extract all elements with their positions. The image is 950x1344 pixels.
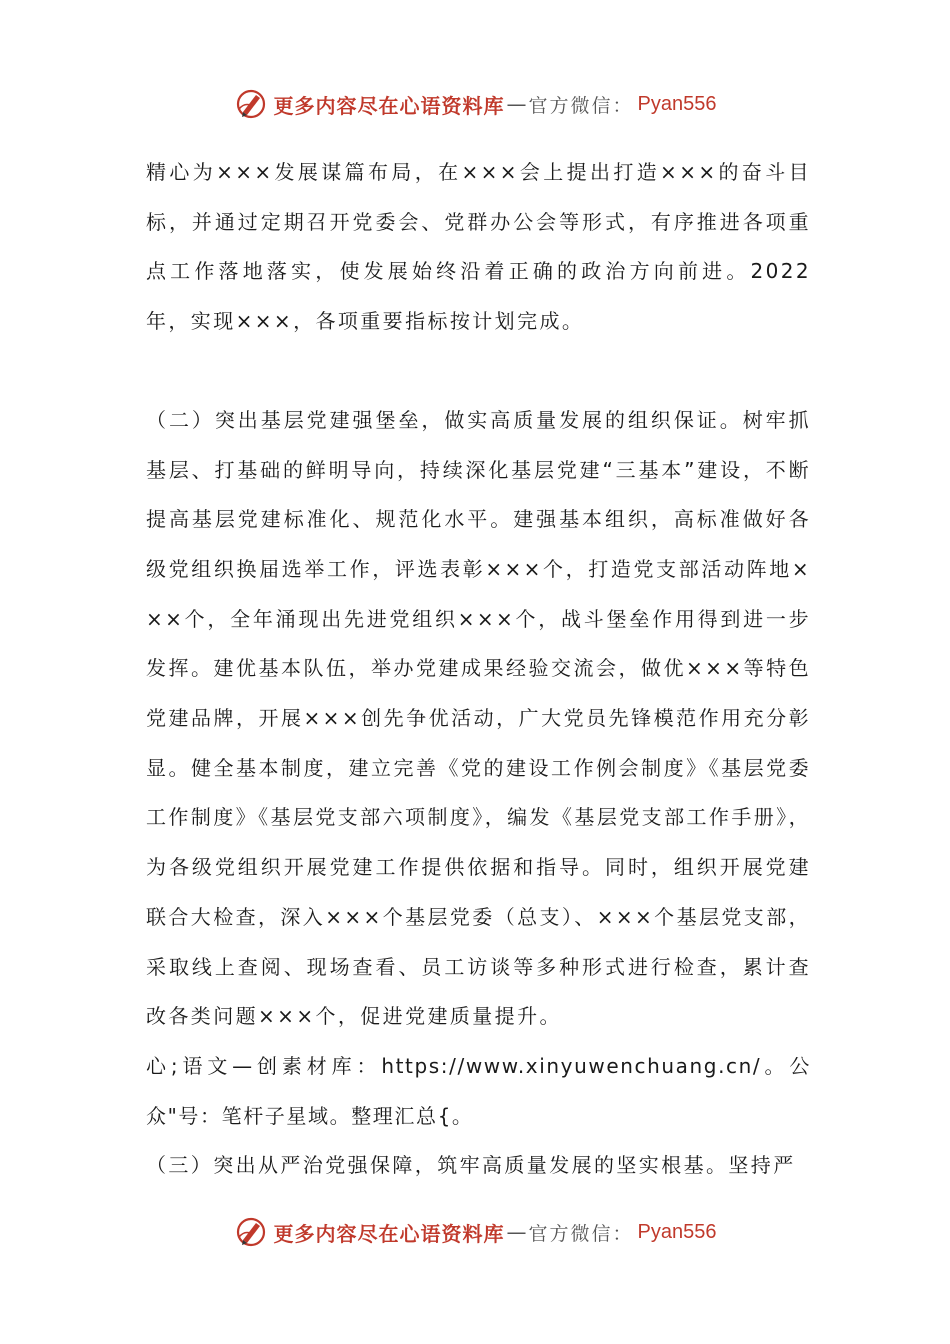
paragraph-4: （三）突出从严治党强保障，筑牢高质量发展的坚实根基。坚持严	[146, 1153, 796, 1178]
pen-logo-icon	[234, 87, 268, 121]
header-banner-text: 更多内容尽在心语资料库	[273, 93, 505, 118]
footer-banner	[0, 1212, 950, 1252]
document-body	[146, 148, 811, 1191]
footer-wechat-label: 官方微信：	[528, 1222, 634, 1245]
header-banner-separator: —	[506, 92, 527, 116]
pen-logo-icon	[234, 1215, 268, 1249]
footer-wechat-id: Pyan556	[637, 1220, 717, 1243]
paragraph-3: 心;语文—创素材库：https://www.xinyuwenchuang.cn/。公众"号：笔杆子星域。整理汇总{。	[146, 1053, 811, 1128]
footer-banner-separator: —	[506, 1220, 527, 1244]
header-wechat-id: Pyan556	[637, 92, 717, 115]
paragraph-2: （二）突出基层党建强堡垒，做实高质量发展的组织保证。树牢抓基层、打基础的鲜明导向，持续深化基层党建“三基本”建设，不断提高基层党建标准化、规范化水平。建强基本组织，高标准做好各级党组织换届选举工作，评选表彰×××个，打造党支部活动阵地×××个，全年涌现出先进党组织×××个，战斗堡垒作用得到进一步发挥。建优基本队伍，举办党建成果经验交流会，做优×××等特色党建品牌，开展×××创先争优活动，广大党员先锋模范作用充分彰显。健全基本制度，建立完善《党的建设工作例会制度》《基层党委工作制度》《基层党支部六项制度》，编发《基层党支部工作手册》，为各级党组织开展党建工作提供依据和指导。同时，组织开展党建联合大检查，深入×××个基层党委（总支）、×××个基层党支部，采取线上查阅、现场查看、员工访谈等多种形式进行检查，累计查改各类问题×××个，促进党建质量提升。	[146, 407, 811, 1029]
header-wechat-label: 官方微信：	[528, 94, 634, 117]
header-banner	[0, 84, 950, 124]
paragraph-1: 精心为×××发展谋篇布局，在×××会上提出打造×××的奋斗目标，并通过定期召开党委会、党群办公会等形式，有序推进各项重点工作落地落实，使发展始终沿着正确的政治方向前进。2022 年，实现×××，各项重要指标按计划完成。	[146, 160, 811, 334]
footer-banner-text: 更多内容尽在心语资料库	[273, 1221, 505, 1246]
